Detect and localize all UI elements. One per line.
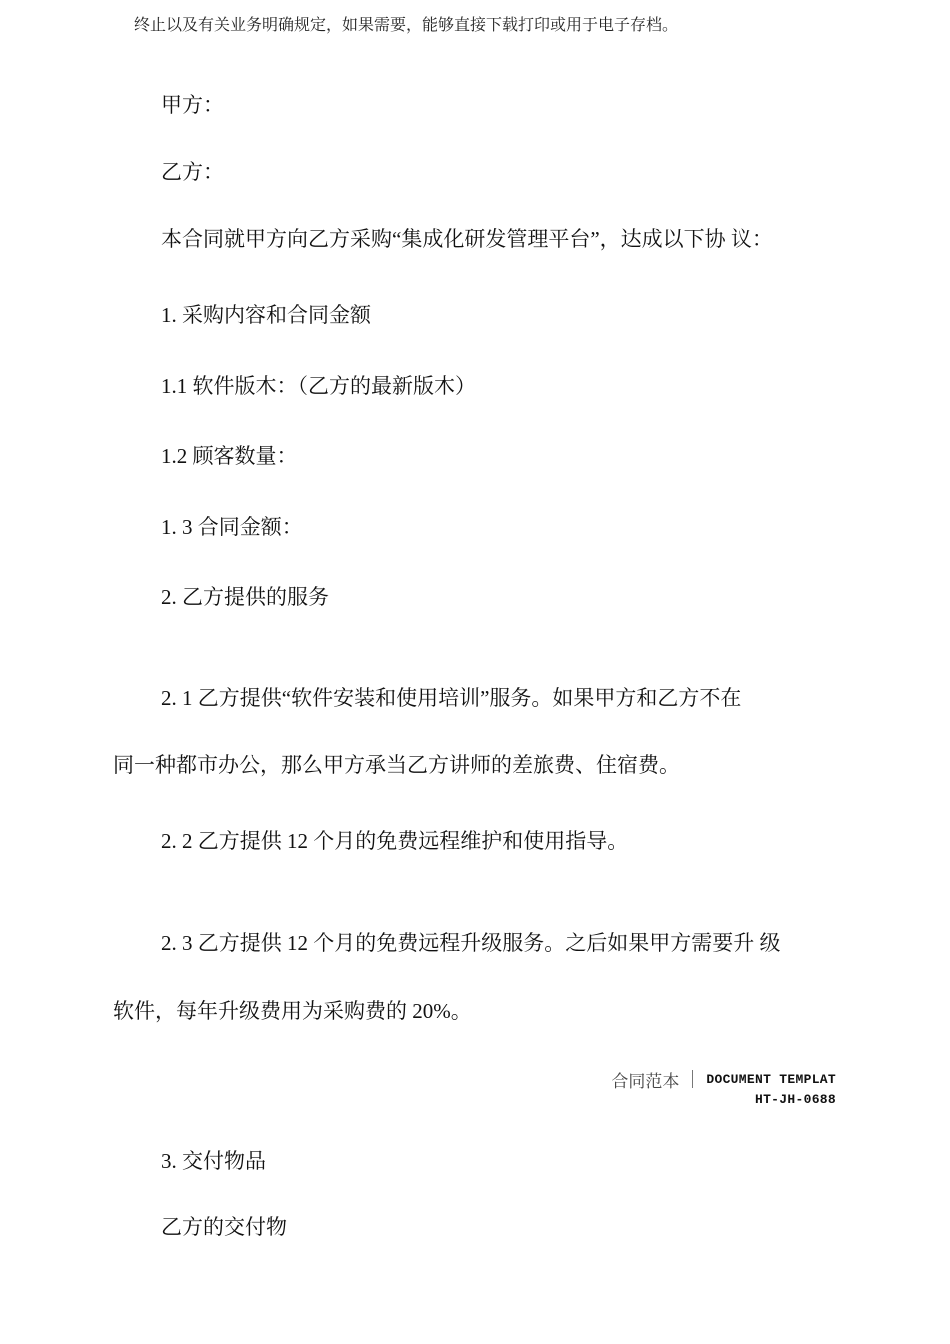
item-2-1-line2: 同一种都市办公，那么甲方承当乙方讲师的差旅费、住宿费。 bbox=[113, 753, 680, 777]
footer-label-cn: 合同范本 bbox=[611, 1071, 680, 1091]
party-b-label: 乙方： bbox=[161, 160, 224, 184]
contract-intro: 本合同就甲方向乙方采购“集成化研发管理平台”，达成以下协 议： bbox=[161, 227, 773, 251]
deliverables-label: 乙方的交付物 bbox=[161, 1215, 287, 1239]
item-2-2: 2. 2 乙方提供 12 个月的免费远程维护和使用指导。 bbox=[161, 829, 629, 853]
document-footer bbox=[611, 1066, 836, 1107]
item-2-3-line1: 2. 3 乙方提供 12 个月的免费远程升级服务。之后如果甲方需要升 级 bbox=[161, 931, 781, 955]
section-3-title: 3. 交付物品 bbox=[161, 1149, 266, 1173]
item-1-3: 1. 3 合同金额： bbox=[161, 515, 303, 539]
footer-divider bbox=[692, 1070, 693, 1088]
item-2-1-line1: 2. 1 乙方提供“软件安装和使用培训”服务。如果甲方和乙方不在 bbox=[161, 686, 742, 710]
party-a-label: 甲方： bbox=[161, 93, 224, 117]
footer-document-code: HT-JH-0688 bbox=[754, 1092, 836, 1107]
section-1-title: 1. 采购内容和合同金额 bbox=[161, 303, 371, 327]
item-1-2: 1.2 顾客数量： bbox=[161, 444, 298, 468]
item-2-3-line2: 软件，每年升级费用为采购费的 20%。 bbox=[113, 999, 472, 1023]
footer-label-row bbox=[611, 1066, 836, 1092]
top-note: 终止以及有关业务明确规定，如果需要，能够直接下载打印或用于电子存档。 bbox=[134, 17, 679, 34]
item-1-1: 1.1 软件版木：（乙方的最新版木） bbox=[161, 374, 476, 398]
section-2-title: 2. 乙方提供的服务 bbox=[161, 585, 329, 609]
footer-label-en: DOCUMENT TEMPLAT bbox=[706, 1071, 836, 1087]
